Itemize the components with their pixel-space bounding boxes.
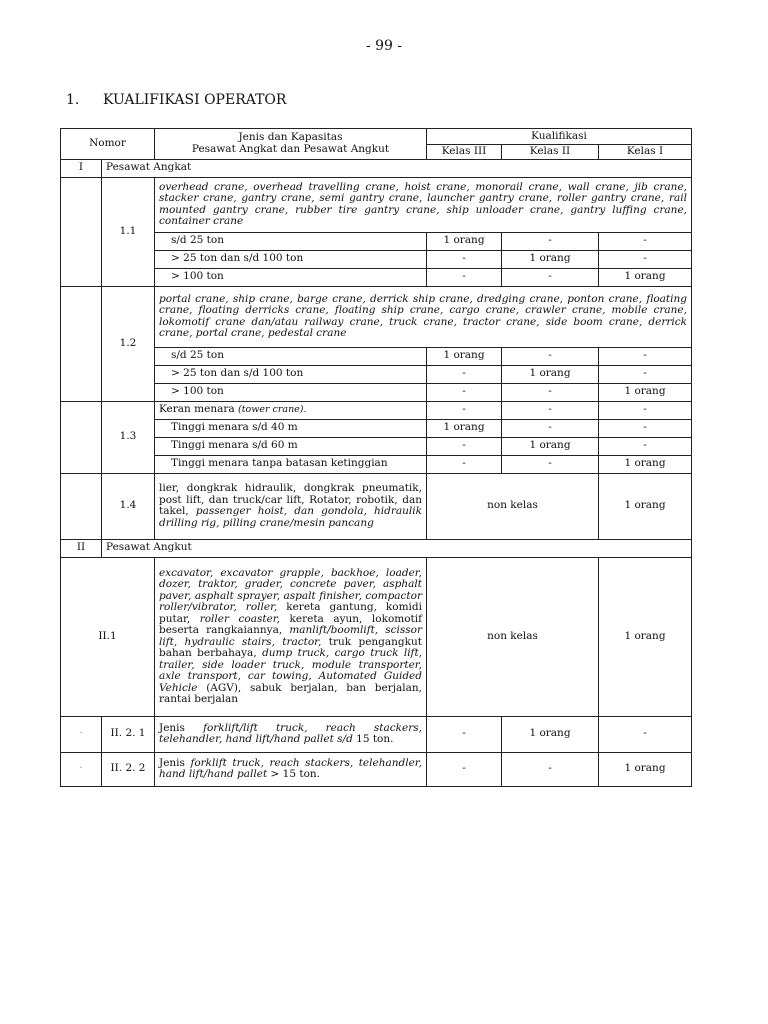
empty-cell: [61, 401, 102, 473]
qualification-table: [60, 128, 692, 787]
section-number: 1.: [66, 92, 80, 108]
empty-cell: [61, 473, 102, 539]
item-number: 1.4: [102, 473, 155, 539]
desc-plain: > 15 ton.: [270, 768, 321, 780]
non-kelas-value: non kelas: [427, 557, 599, 716]
kelas-1-value: 1 orang: [599, 557, 692, 716]
header-kelas-2: Kelas II: [502, 145, 599, 160]
kelas-1-value: -: [599, 250, 692, 268]
item-description: [155, 716, 427, 752]
desc-plain: kereta ayun, lokomotif beserta rangkaiannya,: [159, 612, 423, 636]
kelas-2-value: -: [502, 383, 599, 401]
item-number: 1.2: [102, 286, 155, 401]
desc-italic: manlift/boomlift, scissor lift, hydraulic stairs, tractor,: [159, 624, 423, 648]
desc-plain: Jenis: [159, 721, 185, 734]
kelas-3-value: -: [427, 250, 502, 268]
kelas-3-value: -: [427, 716, 502, 752]
kelas-2-value: 1 orang: [502, 716, 599, 752]
kelas-1-value: -: [599, 401, 692, 419]
item-description: portal crane, ship crane, barge crane, derrick ship crane, dredging crane, ponton crane, floating crane, floating derricks crane, floating ship crane, cargo crane, crawler crane, mobile crane, lokomotif crane dan/atau railway crane, truck crane, tractor crane, side boom crane, derrick crane, portal crane, pedestal crane: [155, 286, 692, 347]
kelas-1-value: -: [599, 419, 692, 437]
kelas-2-value: -: [502, 455, 599, 473]
item-description: [155, 473, 427, 539]
desc-plain: (AGV), sabuk berjalan, ban berjalan, rantai berjalan: [159, 681, 422, 705]
desc-italic: dump truck, cargo truck lift, trailer, side loader truck, module transporter, axle transport, car towing, Automated Guided Vehicle: [159, 647, 423, 694]
kelas-2-value: -: [502, 347, 599, 365]
section-heading: [66, 92, 286, 108]
kelas-1-value: -: [599, 365, 692, 383]
header-jenis-line1: Jenis dan Kapasitas: [238, 131, 343, 144]
item-label-italic: (tower crane).: [237, 404, 307, 416]
table-row: [61, 437, 692, 455]
table-row: [61, 177, 692, 232]
table-row: [61, 716, 692, 752]
table-row: [61, 419, 692, 437]
kelas-2-value: 1 orang: [502, 250, 599, 268]
empty-cell: [61, 177, 102, 286]
kelas-1-value: 1 orang: [599, 268, 692, 286]
kelas-3-value: -: [427, 455, 502, 473]
desc-plain: kereta gantung, komidi putar,: [159, 601, 422, 625]
capacity-label: Tinggi menara s/d 60 m: [155, 437, 427, 455]
kelas-1-value: -: [599, 437, 692, 455]
header-row: [61, 129, 692, 145]
kelas-3-value: -: [427, 268, 502, 286]
table-row: [61, 268, 692, 286]
kelas-3-value: -: [427, 383, 502, 401]
group-row: [61, 159, 692, 177]
kelas-2-value: -: [502, 232, 599, 250]
header-kelas-1: Kelas I: [599, 145, 692, 160]
capacity-label: s/d 25 ton: [155, 232, 427, 250]
kelas-2-value: 1 orang: [502, 365, 599, 383]
kelas-2-value: -: [502, 401, 599, 419]
item-number: II. 2. 2: [102, 752, 155, 786]
desc-italic: forklift/lift truck, reach stackers, telehandler, hand lift/hand pallet s/d: [159, 721, 422, 745]
kelas-1-value: 1 orang: [599, 752, 692, 786]
row-marker: ·: [61, 752, 102, 786]
desc-italic: excavator, excavator grapple, backhoe, loader, dozer, traktor, grader, concrete paver, asphalt paver, asphalt sprayer, aspalt finisher, compactor roller/vibrator, roller,: [159, 566, 422, 613]
kelas-3-value: -: [427, 401, 502, 419]
empty-cell: [61, 286, 102, 401]
capacity-label: > 25 ton dan s/d 100 ton: [155, 365, 427, 383]
kelas-1-value: -: [599, 347, 692, 365]
group-number: I: [61, 159, 102, 177]
kelas-2-value: 1 orang: [502, 437, 599, 455]
kelas-3-value: -: [427, 437, 502, 455]
item-number: 1.1: [102, 177, 155, 286]
header-jenis: [155, 129, 427, 160]
group-title: Pesawat Angkat: [102, 159, 692, 177]
table-row: [61, 473, 692, 539]
row-marker: ·: [61, 716, 102, 752]
table-row: [61, 557, 692, 716]
kelas-3-value: 1 orang: [427, 232, 502, 250]
capacity-label: > 100 ton: [155, 268, 427, 286]
kelas-2-value: -: [502, 268, 599, 286]
kelas-3-value: -: [427, 365, 502, 383]
desc-plain: 15 ton.: [356, 733, 394, 745]
table-row: [61, 286, 692, 347]
desc-plain: truk pengangkut bahan berbahaya,: [159, 635, 422, 659]
item-number: 1.3: [102, 401, 155, 473]
kelas-1-value: 1 orang: [599, 455, 692, 473]
item-label-text: Keran menara: [159, 403, 235, 416]
capacity-label: s/d 25 ton: [155, 347, 427, 365]
kelas-2-value: -: [502, 752, 599, 786]
capacity-label: Tinggi menara s/d 40 m: [155, 419, 427, 437]
group-title: Pesawat Angkut: [102, 539, 692, 557]
desc-italic: roller coaster,: [199, 612, 280, 625]
item-description: [155, 557, 427, 716]
header-nomor: Nomor: [61, 129, 155, 160]
kelas-1-value: -: [599, 232, 692, 250]
table-row: [61, 401, 692, 419]
item-description-italic: passenger hoist, dan gondola, hidraulik drilling rig, pilling crane/mesin pancang: [159, 505, 422, 529]
table-row: [61, 232, 692, 250]
kelas-3-value: 1 orang: [427, 419, 502, 437]
table-row: [61, 365, 692, 383]
group-number: II: [61, 539, 102, 557]
kelas-1-value: 1 orang: [599, 383, 692, 401]
table-row: [61, 752, 692, 786]
kelas-1-value: -: [599, 716, 692, 752]
item-number: II. 2. 1: [102, 716, 155, 752]
capacity-label: Tinggi menara tanpa batasan ketinggian: [155, 455, 427, 473]
item-description: overhead crane, overhead travelling crane, hoist crane, monorail crane, wall crane, jib crane, stacker crane, gantry crane, semi gantry crane, launcher gantry crane, roller gantry crane, rail mounted gantry crane, rubber tire gantry crane, ship unloader crane, gantry luffing crane, container crane: [155, 177, 692, 232]
table-row: [61, 455, 692, 473]
section-title: KUALIFIKASI OPERATOR: [103, 92, 287, 108]
kelas-3-value: 1 orang: [427, 347, 502, 365]
desc-plain: Jenis: [159, 756, 185, 769]
item-label: [155, 401, 427, 419]
group-row: [61, 539, 692, 557]
header-kualifikasi: Kualifikasi: [427, 129, 692, 145]
item-description-plain: lier, dongkrak hidraulik, dongkrak pneumatik, post lift, dan truck/car lift, Rotator, robotik, dan takel,: [159, 482, 422, 517]
desc-italic: forklift truck, reach stackers, telehandler, hand lift/hand pallet: [159, 756, 422, 780]
kelas-1-value: 1 orang: [599, 473, 692, 539]
item-description: [155, 752, 427, 786]
table-row: [61, 383, 692, 401]
kelas-2-value: -: [502, 419, 599, 437]
item-number: II.1: [61, 557, 155, 716]
capacity-label: > 25 ton dan s/d 100 ton: [155, 250, 427, 268]
table-row: [61, 250, 692, 268]
kelas-3-value: -: [427, 752, 502, 786]
table-row: [61, 347, 692, 365]
header-jenis-line2: Pesawat Angkat dan Pesawat Angkut: [191, 142, 390, 155]
header-kelas-3: Kelas III: [427, 145, 502, 160]
capacity-label: > 100 ton: [155, 383, 427, 401]
non-kelas-value: non kelas: [427, 473, 599, 539]
page-number: - 99 -: [365, 38, 403, 54]
